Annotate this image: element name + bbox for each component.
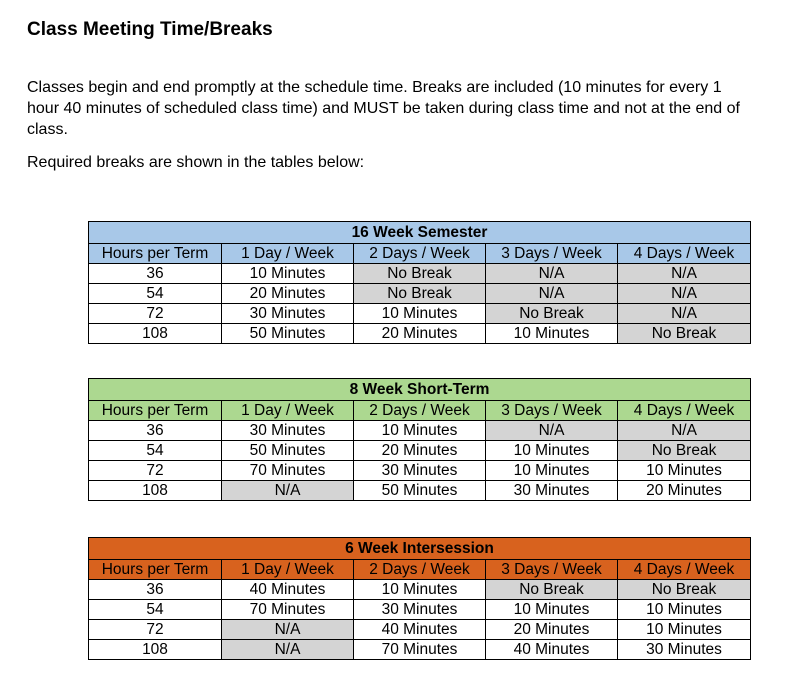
table-title-row: [89, 379, 751, 401]
table-cell: N/A: [486, 421, 618, 441]
column-header: 2 Days / Week: [354, 560, 486, 580]
table-cell: 10 Minutes: [618, 461, 751, 481]
table-title-row: [89, 222, 751, 244]
table-row: [89, 580, 751, 600]
column-header: 2 Days / Week: [354, 244, 486, 264]
table-cell: N/A: [618, 284, 751, 304]
table-cell: N/A: [486, 264, 618, 284]
table-cell: 36: [89, 580, 222, 600]
table-row: [89, 284, 751, 304]
table-cell: 10 Minutes: [354, 421, 486, 441]
table-cell: No Break: [618, 441, 751, 461]
table-cell: 10 Minutes: [486, 441, 618, 461]
table-cell: 50 Minutes: [222, 441, 354, 461]
column-header: 4 Days / Week: [618, 244, 751, 264]
table-cell: 54: [89, 441, 222, 461]
table-cell: 30 Minutes: [354, 461, 486, 481]
table-cell: 30 Minutes: [222, 421, 354, 441]
table-cell: 10 Minutes: [354, 304, 486, 324]
table-row: [89, 441, 751, 461]
table-title-row: [89, 538, 751, 560]
table-header-row: [89, 244, 751, 264]
table-cell: 30 Minutes: [354, 600, 486, 620]
column-header: 4 Days / Week: [618, 401, 751, 421]
column-header: 3 Days / Week: [486, 244, 618, 264]
table-cell: 20 Minutes: [354, 324, 486, 344]
page-title: Class Meeting Time/Breaks: [27, 19, 273, 40]
table-cell: 40 Minutes: [354, 620, 486, 640]
table-cell: 72: [89, 304, 222, 324]
table-cell: No Break: [486, 580, 618, 600]
table-cell: 10 Minutes: [486, 600, 618, 620]
column-header: 3 Days / Week: [486, 560, 618, 580]
short-term-8-week-table: [88, 378, 751, 501]
column-header: 2 Days / Week: [354, 401, 486, 421]
column-header: 3 Days / Week: [486, 401, 618, 421]
table-cell: No Break: [618, 580, 751, 600]
table-cell: N/A: [486, 284, 618, 304]
column-header: 1 Day / Week: [222, 401, 354, 421]
column-header: 4 Days / Week: [618, 560, 751, 580]
table-cell: 30 Minutes: [222, 304, 354, 324]
table-cell: 72: [89, 620, 222, 640]
table-cell: N/A: [222, 640, 354, 660]
table-cell: N/A: [618, 264, 751, 284]
table-row: [89, 264, 751, 284]
table-row: [89, 481, 751, 501]
table-cell: 54: [89, 284, 222, 304]
table-cell: N/A: [618, 421, 751, 441]
table-cell: 10 Minutes: [486, 461, 618, 481]
column-header: Hours per Term: [89, 244, 222, 264]
table-cell: 10 Minutes: [618, 620, 751, 640]
table-row: [89, 304, 751, 324]
column-header: 1 Day / Week: [222, 560, 354, 580]
table-row: [89, 324, 751, 344]
table-row: [89, 461, 751, 481]
table-cell: 108: [89, 640, 222, 660]
table-title: 6 Week Intersession: [89, 538, 751, 560]
intro-paragraph: Classes begin and end promptly at the schedule time. Breaks are included (10 minutes for every 1 hour 40 minutes of scheduled class time) and MUST be taken during class time and not at the end of class.: [27, 79, 740, 138]
table-cell: 30 Minutes: [486, 481, 618, 501]
table-title: 16 Week Semester: [89, 222, 751, 244]
table-row: [89, 620, 751, 640]
table-row: [89, 600, 751, 620]
table-cell: 20 Minutes: [486, 620, 618, 640]
table-cell: No Break: [354, 264, 486, 284]
table-cell: 10 Minutes: [618, 600, 751, 620]
table-title: 8 Week Short-Term: [89, 379, 751, 401]
table-cell: 108: [89, 324, 222, 344]
table-cell: N/A: [618, 304, 751, 324]
table-row: [89, 640, 751, 660]
tables-intro: Required breaks are shown in the tables below:: [27, 154, 365, 171]
table-header-row: [89, 560, 751, 580]
table-cell: N/A: [222, 620, 354, 640]
table-cell: 10 Minutes: [354, 580, 486, 600]
table-cell: 20 Minutes: [222, 284, 354, 304]
table-cell: 70 Minutes: [354, 640, 486, 660]
table-cell: 50 Minutes: [354, 481, 486, 501]
table-cell: 54: [89, 600, 222, 620]
table-cell: 30 Minutes: [618, 640, 751, 660]
table-cell: 20 Minutes: [618, 481, 751, 501]
table-cell: 36: [89, 264, 222, 284]
column-header: Hours per Term: [89, 401, 222, 421]
table-cell: 108: [89, 481, 222, 501]
table-cell: No Break: [354, 284, 486, 304]
table-cell: 72: [89, 461, 222, 481]
table-cell: No Break: [486, 304, 618, 324]
table-cell: 10 Minutes: [222, 264, 354, 284]
intersession-6-week-table: [88, 537, 751, 660]
table-cell: 10 Minutes: [486, 324, 618, 344]
column-header: 1 Day / Week: [222, 244, 354, 264]
table-cell: 70 Minutes: [222, 600, 354, 620]
table-cell: No Break: [618, 324, 751, 344]
table-cell: 36: [89, 421, 222, 441]
table-cell: 20 Minutes: [354, 441, 486, 461]
table-cell: 40 Minutes: [486, 640, 618, 660]
table-cell: 40 Minutes: [222, 580, 354, 600]
table-cell: 70 Minutes: [222, 461, 354, 481]
table-cell: N/A: [222, 481, 354, 501]
table-header-row: [89, 401, 751, 421]
column-header: Hours per Term: [89, 560, 222, 580]
semester-16-week-table: [88, 221, 751, 344]
table-row: [89, 421, 751, 441]
table-cell: 50 Minutes: [222, 324, 354, 344]
